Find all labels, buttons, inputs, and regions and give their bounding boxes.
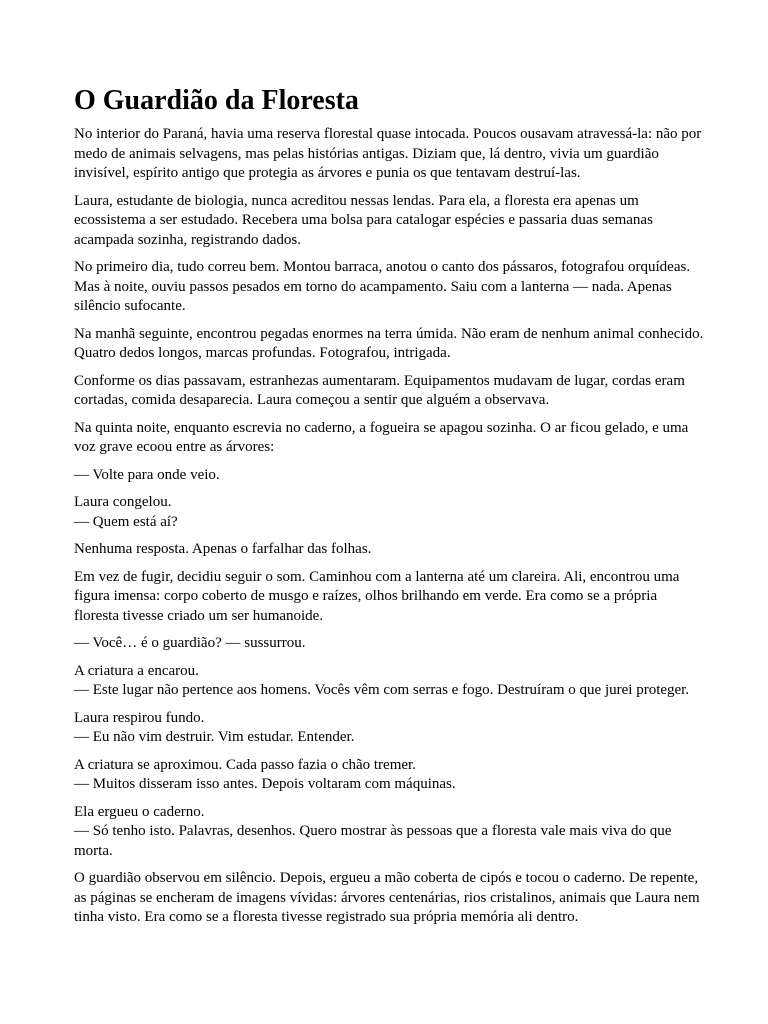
paragraph-line: Laura congelou.: [74, 494, 172, 510]
story-paragraph: [74, 372, 704, 411]
paragraph-line: — Só tenho isto. Palavras, desenhos. Quero mostrar às pessoas que a floresta vale mais viva do que morta.: [74, 823, 672, 859]
paragraph-line: A criatura se aproximou. Cada passo fazia o chão tremer.: [74, 756, 416, 773]
paragraph-line: Conforme os dias passavam, estranhezas aumentaram. Equipamentos mudavam de lugar, cordas eram cortadas, comida desaparecia. Laura começou a sentir que alguém a observava.: [74, 372, 685, 408]
story-paragraph: [74, 466, 704, 486]
story-paragraph: [74, 125, 704, 184]
story-paragraph: [74, 756, 704, 795]
story-paragraph: [74, 803, 704, 862]
paragraph-line: — Volte para onde veio.: [74, 466, 220, 483]
paragraph-line: Laura, estudante de biologia, nunca acreditou nessas lendas. Para ela, a floresta era apenas um ecossistema a ser estudado. Recebera uma bolsa para catalogar espécies e passaria duas semanas acampada sozinha, registrando dados.: [74, 192, 653, 248]
document-page: [74, 84, 704, 936]
paragraph-line: — Eu não vim destruir. Vim estudar. Entender.: [74, 729, 355, 745]
paragraph-line: No primeiro dia, tudo correu bem. Montou barraca, anotou o canto dos pássaros, fotografou orquídeas. Mas à noite, ouviu passos pesados em torno do acampamento. Saiu com a lanterna — nada. Apenas silêncio sufocante.: [74, 259, 691, 314]
paragraph-line: Em vez de fugir, decidiu seguir o som. Caminhou com a lanterna até um clareira. Ali, encontrou uma figura imensa: corpo coberto de musgo e raízes, olhos brilhando em verde. Era como se a própria floresta tivesse criado um ser humanoide.: [74, 568, 680, 624]
story-paragraph: [74, 568, 704, 627]
paragraph-line: Laura respirou fundo.: [74, 709, 205, 726]
document-title: O Guardião da Floresta: [74, 85, 359, 116]
story-paragraph: [74, 662, 704, 701]
story-paragraph: [74, 258, 704, 317]
paragraph-line: — Este lugar não pertence aos homens. Vocês vêm com serras e fogo. Destruíram o que jurei proteger.: [74, 682, 690, 698]
story-paragraph: [74, 869, 704, 928]
paragraph-line: — Quem está aí?: [74, 513, 178, 530]
paragraph-line: Na quinta noite, enquanto escrevia no caderno, a fogueira se apagou sozinha. O ar ficou gelado, e uma voz grave ecoou entre as árvores:: [74, 419, 689, 455]
story-body: [74, 125, 704, 928]
paragraph-line: — Você… é o guardião? — sussurrou.: [74, 635, 306, 651]
paragraph-line: Na manhã seguinte, encontrou pegadas enormes na terra úmida. Não eram de nenhum animal conhecido. Quatro dedos longos, marcas profundas. Fotografou, intrigada.: [74, 325, 704, 361]
story-paragraph: [74, 634, 704, 654]
story-paragraph: [74, 540, 704, 560]
story-paragraph: [74, 192, 704, 251]
story-paragraph: [74, 419, 704, 458]
paragraph-line: — Muitos disseram isso antes. Depois voltaram com máquinas.: [74, 776, 456, 792]
story-paragraph: [74, 709, 704, 748]
paragraph-line: No interior do Paraná, havia uma reserva florestal quase intocada. Poucos ousavam atravessá-la: não por medo de animais selvagens, mas pelas histórias antigas. Diziam que, lá dentro, vivia um guardião invisível, espírito antigo que protegia as árvores e punia os que tentavam destruí-las.: [74, 126, 702, 181]
story-paragraph: [74, 493, 704, 532]
story-paragraph: [74, 325, 704, 364]
paragraph-line: Nenhuma resposta. Apenas o farfalhar das folhas.: [74, 541, 372, 557]
paragraph-line: Ela ergueu o caderno.: [74, 803, 205, 820]
paragraph-line: O guardião observou em silêncio. Depois, ergueu a mão coberta de cipós e tocou o caderno. De repente, as páginas se encheram de imagens vívidas: árvores centenárias, rios cristalinos, animais que Laura nem tinha visto. Era como se a floresta tivesse registrado sua própria memória ali dentro.: [74, 870, 700, 925]
paragraph-line: A criatura a encarou.: [74, 662, 199, 679]
